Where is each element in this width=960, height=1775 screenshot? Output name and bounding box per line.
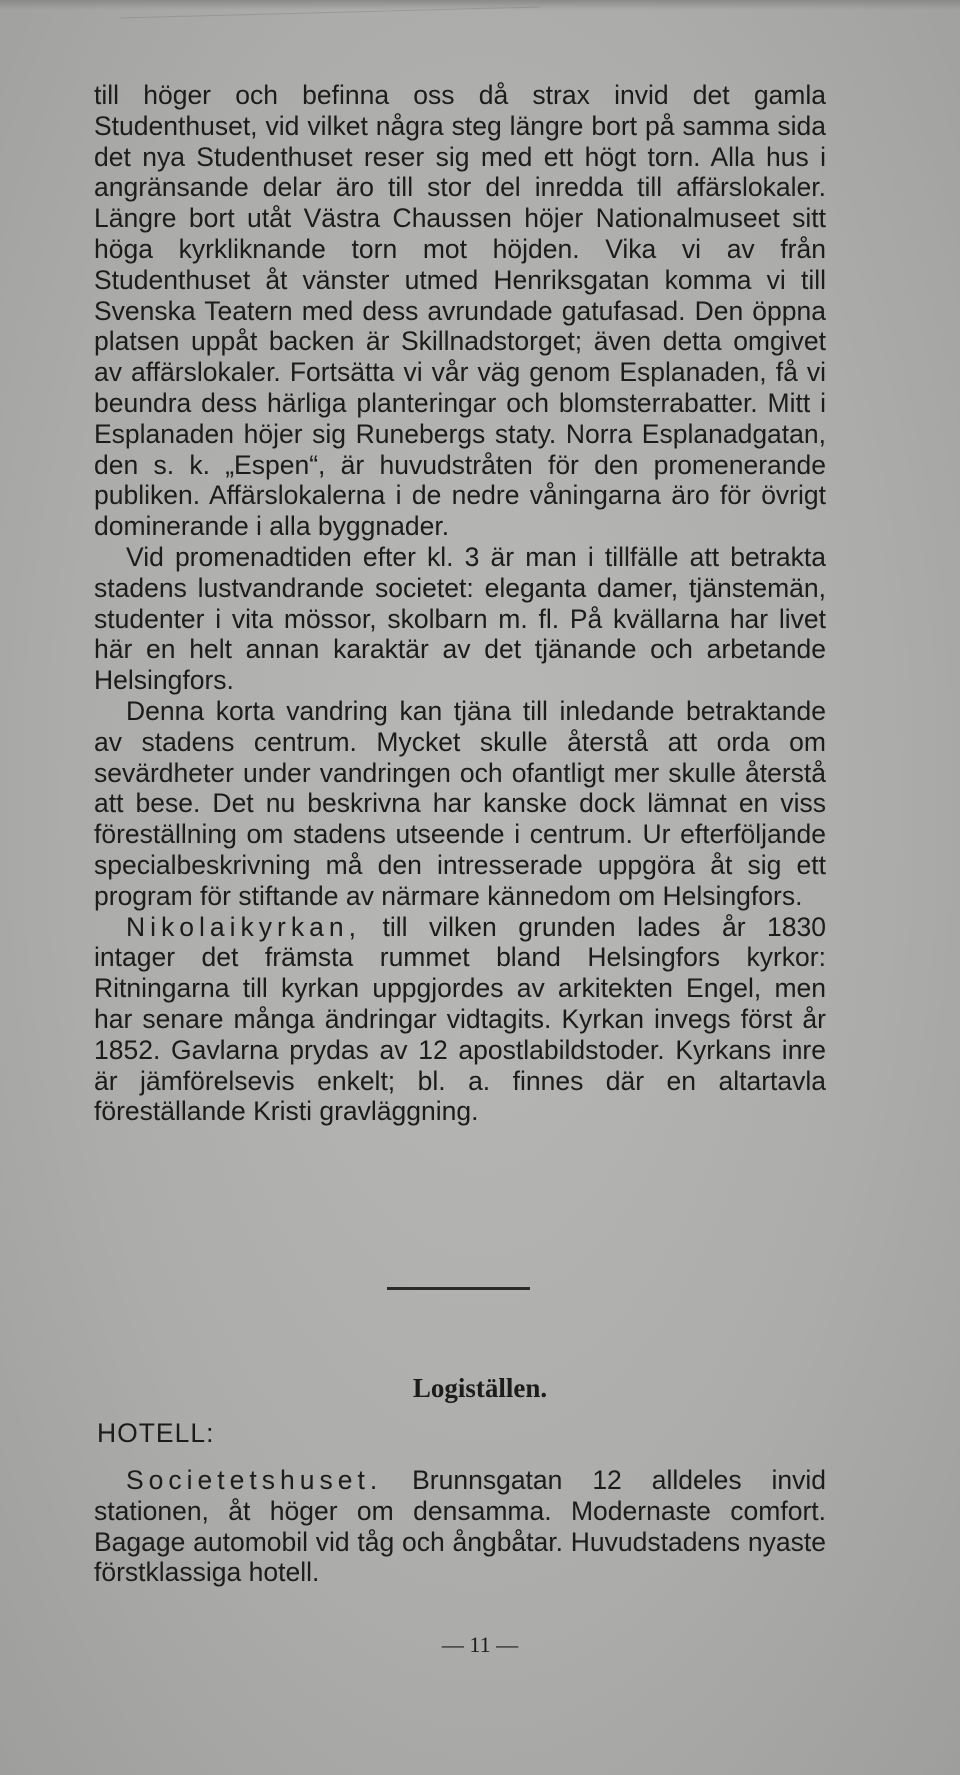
- hotel-label: HOTELL:: [97, 1418, 215, 1448]
- hotel-entry: [94, 1465, 826, 1588]
- hotel-paragraph: [94, 1465, 826, 1588]
- paper-crease: [120, 7, 541, 49]
- page-number: — 11 —: [441, 1632, 519, 1657]
- paragraph-nikolaikyrkan: [94, 912, 826, 1128]
- paragraph-streets: till höger och befinna oss då strax invid det gamla Studenthuset, vid vilket några steg längre bort på samma sida det nya Studenthuset reser sig med ett högt torn. Alla hus i angränsande delar äro till stor del inredda till affärslokaler. Längre bort utåt Västra Chaussen höjer Nationalmuseet sitt höga kyrkliknande torn mot höjden. Vika vi av från Studenthuset åt vänster utmed Henriksgatan komma vi till Svenska Teatern med dess avrundade gatufasad. Den öppna platsen uppåt backen är Skillnadstorget; även detta omgivet av affärslokaler. Fortsätta vi vår väg genom Esplanaden, få vi beundra dess härliga planteringar och blomsterrabatter. Mitt i Esplanaden höjer sig Runebergs staty. Norra Esplanadgatan, den s. k. „Espen“, är huvudstråten för den promenerande publiken. Affärslokalerna i de nedre våningarna äro för övrigt dominerande i alla byggnader.: [94, 80, 826, 542]
- paragraph-summary: Denna korta vandring kan tjäna till inledande betraktande av stadens centrum. Mycket skulle återstå att orda om sevärdheter under vandringen och ofantligt mer skulle återstå att bese. Det nu beskrivna har kanske dock lämnat en viss föreställning om stadens utseende i centrum. Ur efterföljande specialbeskrivning må den intresserade uppgöra åt sig ett program för stiftande av närmare kännedom om Helsingfors.: [94, 695, 826, 911]
- hotel-description: Brunnsgatan 12 alldeles invid stationen, åt höger om densamma. Modernaste comfort. Bagage automobil vid tåg och ångbåtar. Huvudstadens nyaste förstklassiga hotell.: [94, 1465, 826, 1588]
- hotel-name: Societetshuset.: [126, 1465, 383, 1495]
- section-heading: Logiställen.: [412, 1373, 548, 1403]
- paragraph-promenade: Vid promenadtiden efter kl. 3 är man i tillfälle att betrakta stadens lustvandrande societet: eleganta damer, tjänstemän, studenter i vita mössor, skolbarn m. fl. På kvällarna har livet här en helt annan karaktär av det tjänande och arbetande Helsingfors.: [94, 541, 826, 696]
- section-divider: [387, 1287, 530, 1290]
- nikolaikyrkan-text: till vilken grunden lades år 1830 intager det främsta rummet bland Helsingfors kyrkor: Ritningarna till kyrkan uppgjordes av arkitekten Engel, men har senare många ändringar vidtagits. Kyrkan invegs först år 1852. Gavlarna prydas av 12 apostlabildstoder. Kyrkans inre är jämförelsevis enkelt; bl. a. finnes där en altartavla föreställande Kristi gravläggning.: [94, 911, 826, 1127]
- nikolaikyrkan-term: Nikolaikyrkan,: [126, 911, 361, 942]
- body-text: [94, 80, 826, 1127]
